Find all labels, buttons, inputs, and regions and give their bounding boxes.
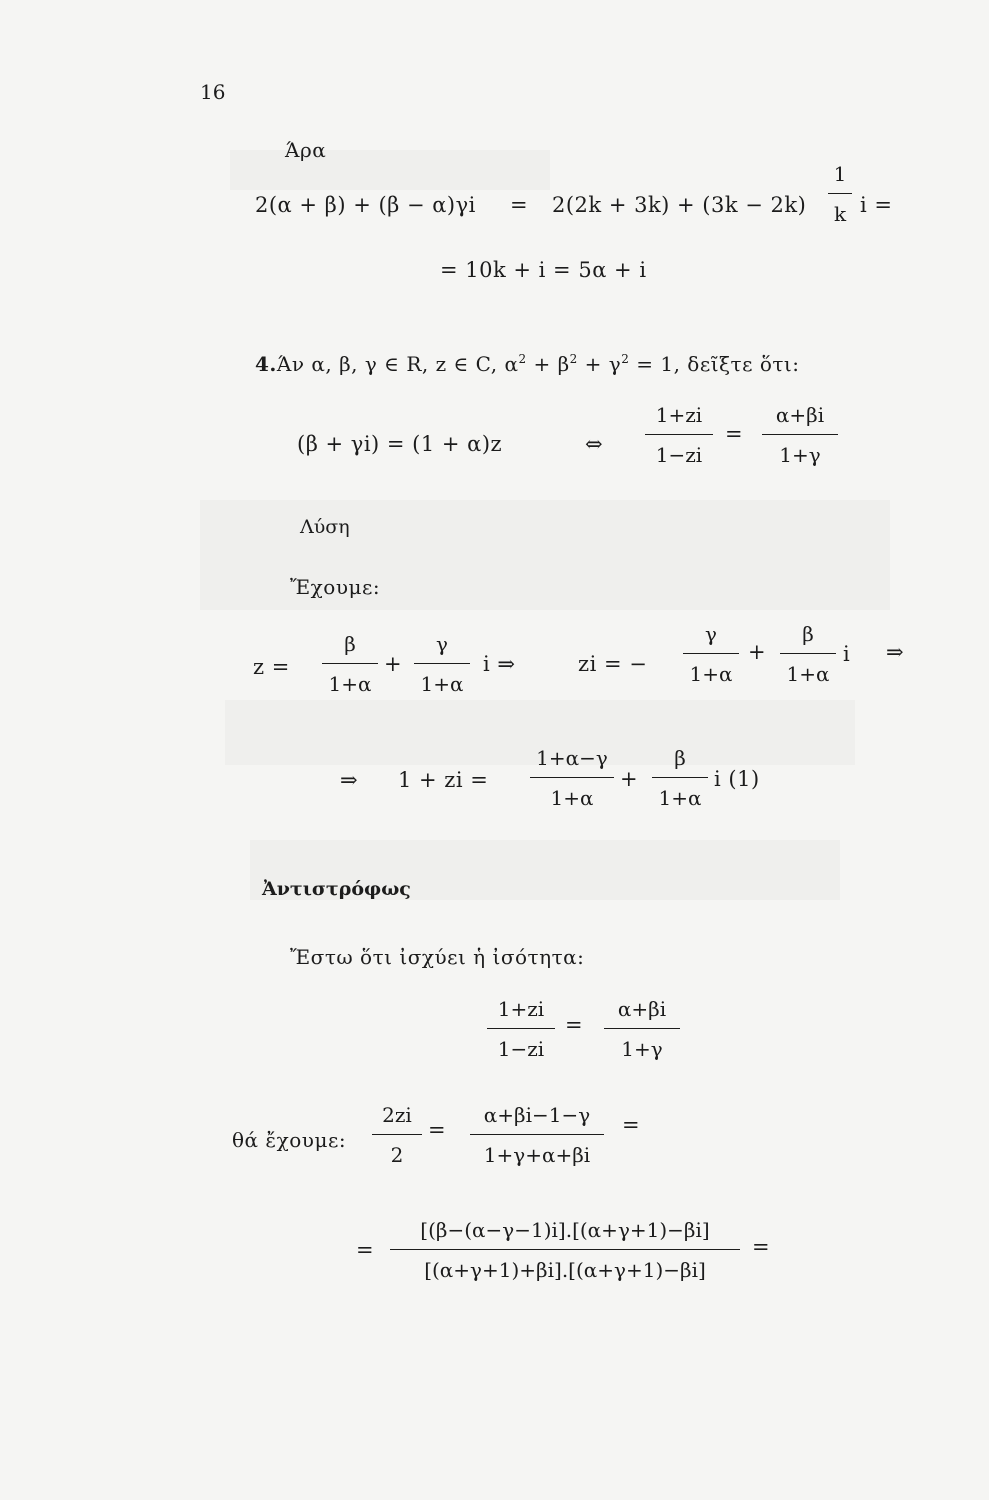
numerator: [(β−(α−γ−1)i].[(α+γ+1)−βi] xyxy=(420,1218,710,1242)
denominator: 1+α xyxy=(689,662,733,686)
fraction-1-over-k xyxy=(828,162,852,226)
exercise-number: 4. xyxy=(255,352,277,376)
denominator: 1+γ xyxy=(621,1037,663,1061)
equals-sign: = xyxy=(622,1113,641,1137)
exercise-text: Άν α, β, γ ∈ R, z ∈ C, α xyxy=(276,352,519,376)
suppose-text: Ἔστω ὅτι ἰσχύει ἡ ἰσότητα: xyxy=(290,945,585,969)
fraction xyxy=(372,1103,422,1167)
numerator: α+βi−1−γ xyxy=(483,1103,591,1127)
have-label: Ἔχουμε: xyxy=(290,575,381,599)
fraction-bar xyxy=(828,193,852,194)
z-equals: z = xyxy=(253,655,290,679)
numerator: β xyxy=(344,632,356,656)
numerator: γ xyxy=(436,632,448,656)
fraction-bar xyxy=(645,434,713,435)
denominator: 1+α xyxy=(786,662,830,686)
numerator: 1+α−γ xyxy=(536,746,608,770)
plus-sign: + xyxy=(384,652,403,676)
fraction xyxy=(683,622,739,686)
one-plus-zi: 1 + zi = xyxy=(398,768,489,792)
denominator: 1+α xyxy=(328,672,372,696)
denominator: 1−zi xyxy=(655,443,703,467)
fraction-bar xyxy=(372,1134,422,1135)
equation-mid: 2(2k + 3k) + (3k − 2k) xyxy=(552,193,807,217)
denominator: 1+α xyxy=(420,672,464,696)
page-number: 16 xyxy=(200,80,226,104)
fraction-bar xyxy=(487,1028,555,1029)
numerator: β xyxy=(802,622,814,646)
exercise-lhs: (β + γi) = (1 + α)z xyxy=(297,432,503,456)
fraction xyxy=(487,997,555,1061)
fraction-bar xyxy=(780,653,836,654)
fraction xyxy=(604,997,680,1061)
fraction-bar xyxy=(414,663,470,664)
fraction-bar xyxy=(762,434,838,435)
fraction-bar xyxy=(470,1134,604,1135)
fraction xyxy=(780,622,836,686)
plus-sign: + xyxy=(620,767,639,791)
implies-symbol: ⇒ xyxy=(340,768,359,792)
bleed-through xyxy=(230,150,550,190)
implies-symbol: ⇒ xyxy=(886,640,905,664)
superscript: 2 xyxy=(569,352,578,366)
denominator: 1+γ xyxy=(779,443,821,467)
fraction xyxy=(414,632,470,696)
superscript: 2 xyxy=(518,352,527,366)
denominator: 1−zi xyxy=(497,1037,545,1061)
fraction-bar xyxy=(604,1028,680,1029)
equation-tail: i = xyxy=(860,193,893,217)
fraction-bar xyxy=(322,663,378,664)
fraction xyxy=(470,1103,604,1167)
equals-sign: = xyxy=(510,193,529,217)
iff-symbol: ⇔ xyxy=(585,432,604,456)
numerator: γ xyxy=(705,622,717,646)
fraction xyxy=(530,746,614,810)
equals-sign: = xyxy=(752,1235,771,1259)
solution-heading: Λύση xyxy=(300,516,350,538)
equation-label: i (1) xyxy=(714,767,760,791)
exercise-text: + β xyxy=(526,352,570,376)
fraction-bar xyxy=(390,1249,740,1250)
superscript: 2 xyxy=(621,352,630,366)
equation-continuation: = 10k + i = 5α + i xyxy=(440,258,647,282)
exercise-statement xyxy=(255,352,800,376)
we-will-have-label: θά ἔχουμε: xyxy=(232,1128,347,1152)
fraction-bar xyxy=(530,777,614,778)
exercise-text: = 1, δεῖξτε ὅτι: xyxy=(629,352,800,376)
equation-lhs: 2(α + β) + (β − α)γi xyxy=(255,193,476,217)
fraction xyxy=(652,746,708,810)
denominator: k xyxy=(833,202,847,226)
denominator: 2 xyxy=(390,1143,404,1167)
fraction-bar xyxy=(652,777,708,778)
plus-sign: + xyxy=(748,640,767,664)
converse-heading: Ἀντιστρόφως xyxy=(262,878,411,900)
fraction xyxy=(645,403,713,467)
fraction xyxy=(390,1218,740,1282)
equals-sign: = xyxy=(725,422,744,446)
numerator: 2zi xyxy=(382,1103,412,1127)
exercise-text: + γ xyxy=(577,352,622,376)
numerator: 1+zi xyxy=(655,403,703,427)
fraction xyxy=(762,403,838,467)
fraction-bar xyxy=(683,653,739,654)
denominator: 1+α xyxy=(658,786,702,810)
denominator: 1+α xyxy=(550,786,594,810)
equals-sign: = xyxy=(428,1118,447,1142)
ara-label: Άρα xyxy=(285,138,327,162)
numerator: β xyxy=(674,746,686,770)
zi-equals: zi = − xyxy=(578,652,648,676)
i-symbol: i xyxy=(843,642,851,666)
equals-sign: = xyxy=(565,1013,584,1037)
equals-sign: = xyxy=(356,1238,375,1262)
fraction xyxy=(322,632,378,696)
numerator: 1 xyxy=(833,162,847,186)
i-implies: i ⇒ xyxy=(483,652,516,676)
denominator: [(α+γ+1)+βi].[(α+γ+1)−βi] xyxy=(424,1258,706,1282)
numerator: 1+zi xyxy=(497,997,545,1021)
numerator: α+βi xyxy=(775,403,825,427)
denominator: 1+γ+α+βi xyxy=(483,1143,591,1167)
numerator: α+βi xyxy=(617,997,667,1021)
